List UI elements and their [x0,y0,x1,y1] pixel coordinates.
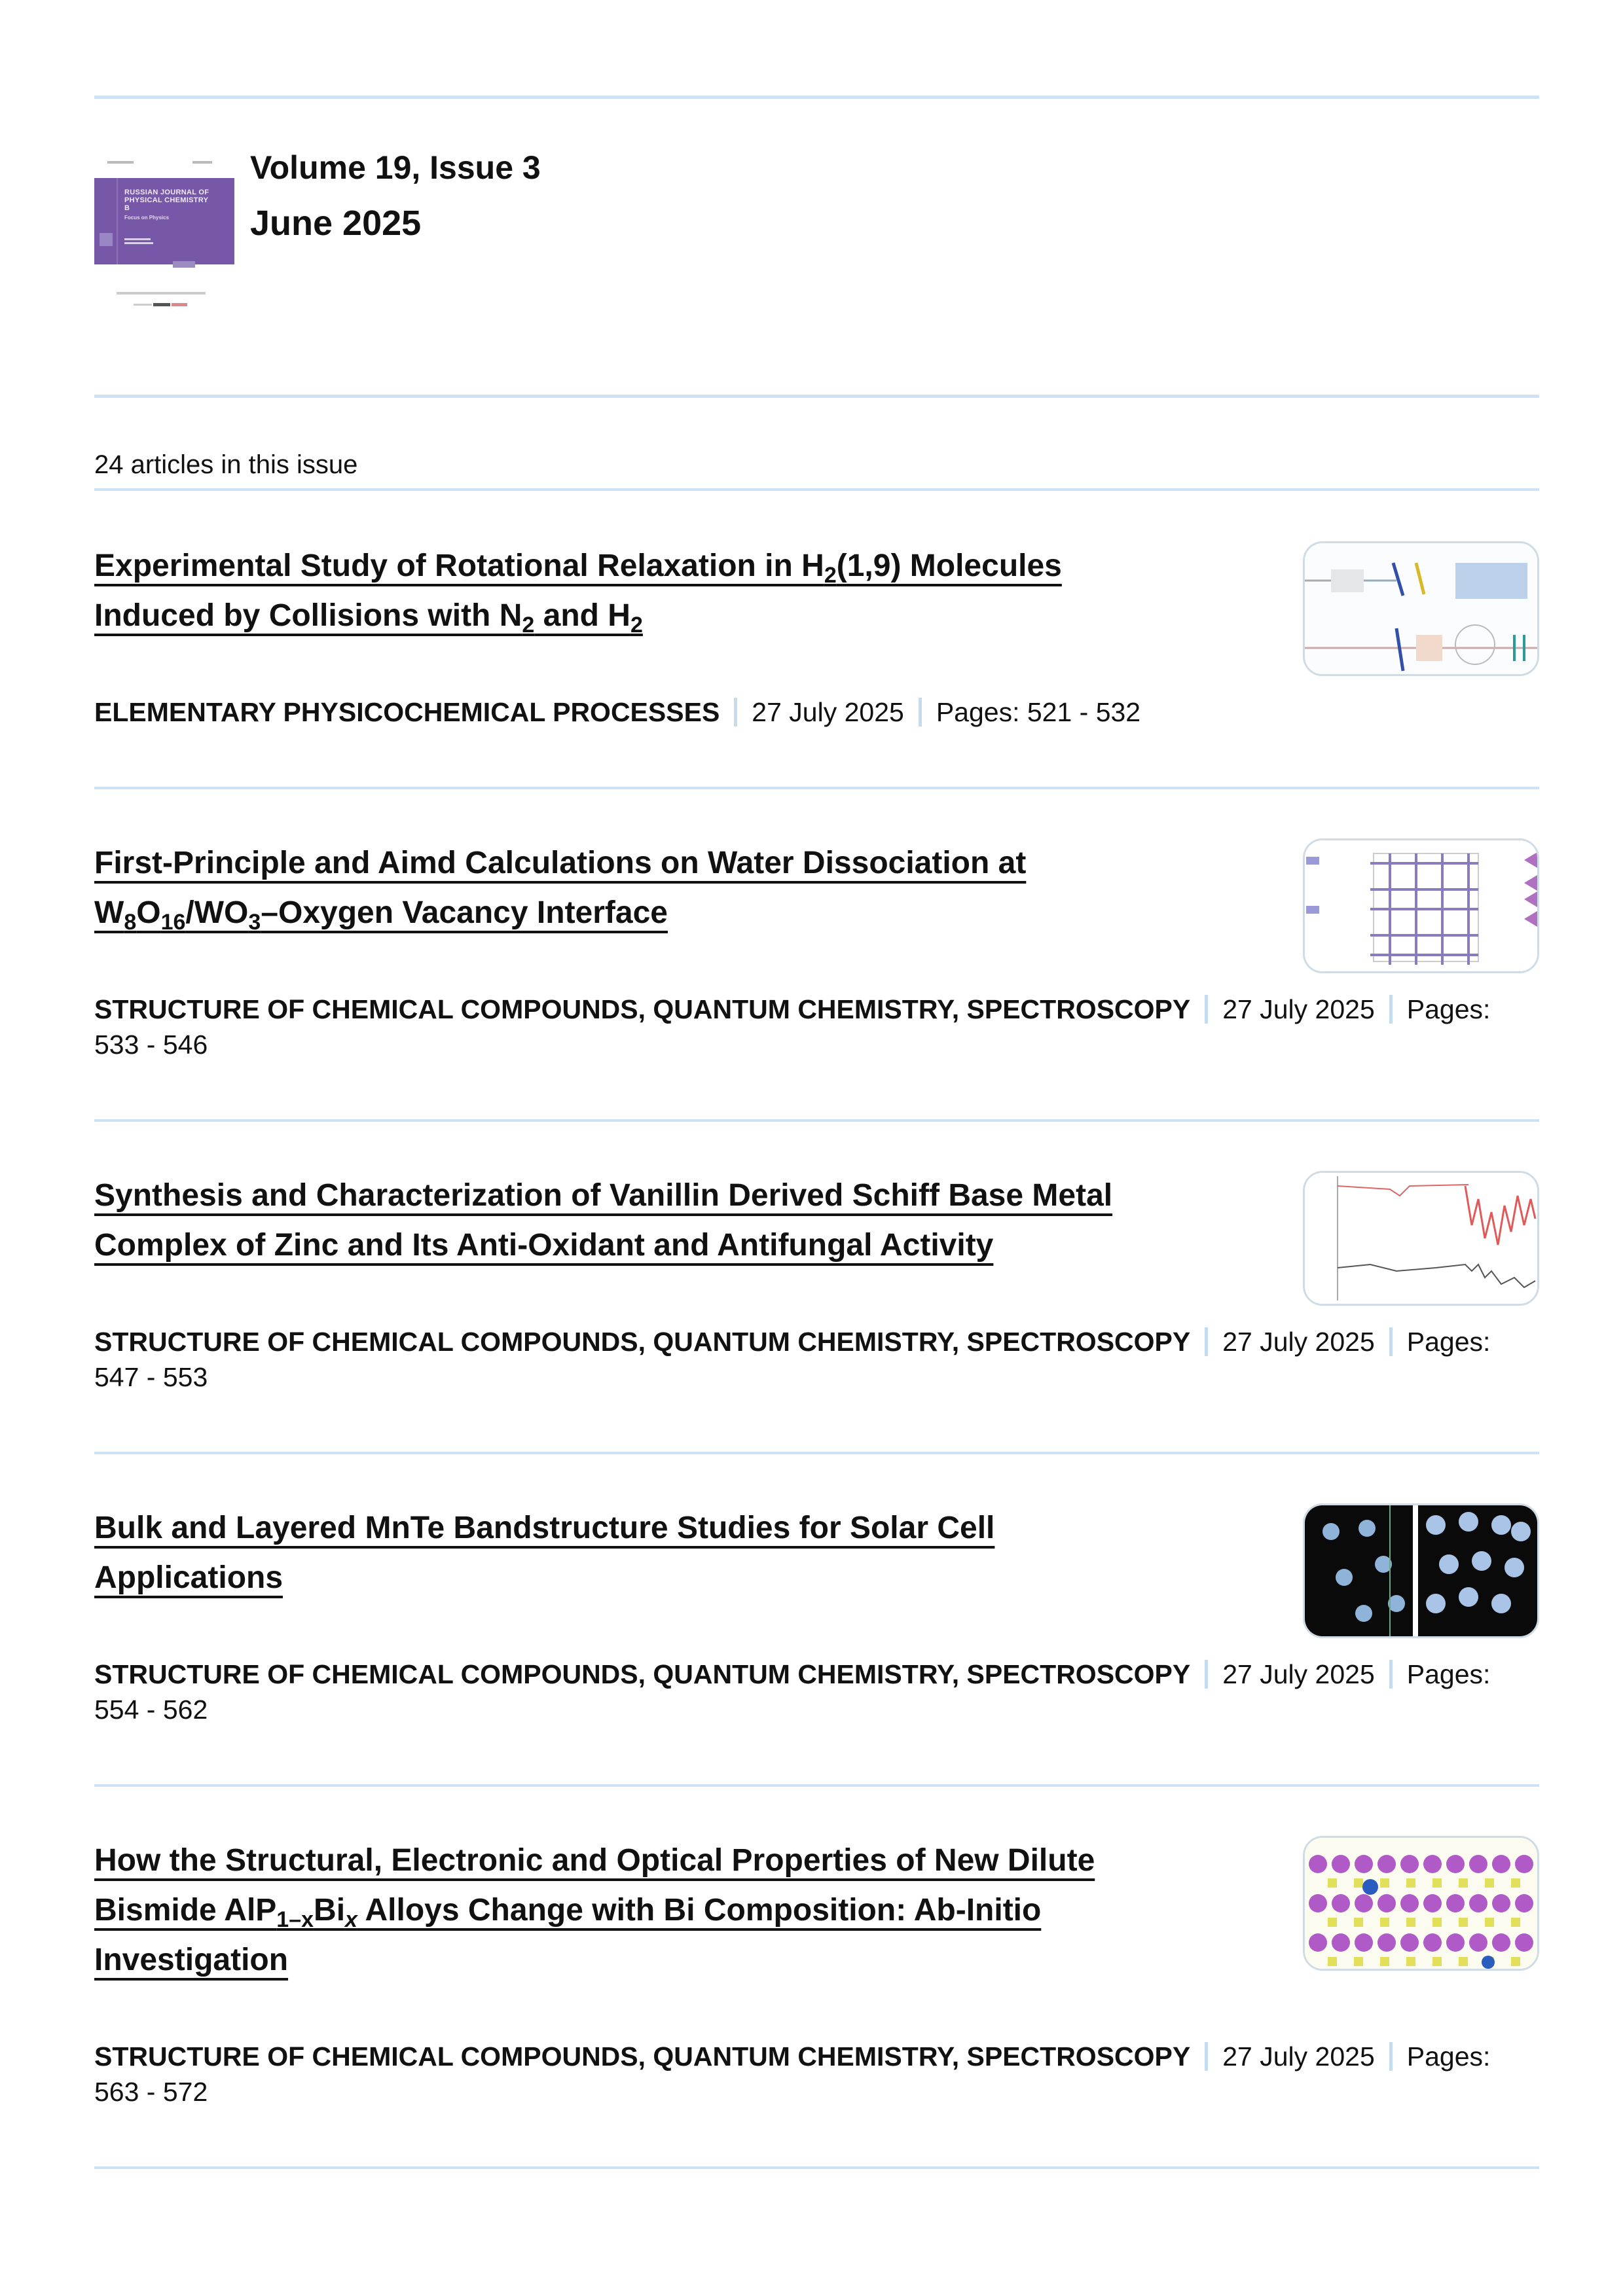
meta-separator [1389,2042,1393,2071]
article-meta [94,2039,1539,2109]
title-subscript: 2 [522,613,535,637]
top-divider [94,96,1539,99]
article-item [94,492,1539,789]
article-meta [94,992,1539,1062]
meta-separator [1205,1327,1208,1356]
title-text: Synthesis and Characterization of Vanillin Derived Schiff Base Metal Complex of Zinc and Its Anti-Oxidant and Antifungal Activity [94,1178,1113,1263]
title-subscript: 3 [248,910,261,935]
alloy-lattice-thumbnail[interactable] [1303,1836,1539,1971]
optical-setup-diagram-thumbnail[interactable] [1303,541,1539,676]
title-subscript: 8 [124,910,137,935]
article-title [94,838,1181,938]
article-title-link[interactable] [94,548,1062,637]
article-section: STRUCTURE OF CHEMICAL COMPOUNDS, QUANTUM CHEMISTRY, SPECTROSCOPY [94,1327,1191,1357]
article-date: 27 July 2025 [752,697,904,727]
meta-separator [1389,1660,1393,1689]
issue-date: June 2025 [250,204,422,243]
title-text: O [136,895,161,930]
title-text: Bi [314,1893,346,1928]
article-meta [94,1657,1539,1727]
article-date: 27 July 2025 [1222,994,1375,1024]
list-divider [94,488,1539,491]
article-date: 27 July 2025 [1222,1659,1375,1689]
article-date: 27 July 2025 [1222,1327,1375,1357]
header-divider [94,395,1539,398]
title-text: Alloys Change with Bi Composition: Ab-Initio Investigation [94,1893,1042,1977]
article-title-link[interactable] [94,1511,994,1595]
article-title [94,1503,1181,1603]
article-title [94,1171,1181,1270]
article-date: 27 July 2025 [1222,2041,1375,2072]
meta-separator [1389,995,1393,1024]
article-pages: Pages: 563 - 572 [94,2041,1491,2107]
meta-separator [1205,995,1208,1024]
article-pages: Pages: 521 - 532 [936,697,1141,727]
article-section: STRUCTURE OF CHEMICAL COMPOUNDS, QUANTUM CHEMISTRY, SPECTROSCOPY [94,994,1191,1024]
article-item [94,1454,1539,1787]
crystal-structure-dark-thumbnail[interactable] [1303,1503,1539,1638]
article-count: 24 articles in this issue [94,450,358,479]
title-text: Experimental Study of Rotational Relaxation in H [94,548,824,583]
article-pages: Pages: 547 - 553 [94,1327,1491,1392]
title-text: How the Structural, Electronic and Optical Properties of New Dilute Bismide AlP [94,1843,1095,1928]
meta-separator [919,698,922,726]
title-subscript: 1–x [276,1907,314,1932]
meta-separator [734,698,737,726]
article-pages: Pages: 533 - 546 [94,994,1491,1060]
article-pages: Pages: 554 - 562 [94,1659,1491,1725]
title-text: /WO [185,895,249,930]
article-title [94,541,1181,641]
cover-subtitle: Focus on Physics [124,215,170,221]
title-subscript: 2 [630,613,643,637]
meta-separator [1205,1660,1208,1689]
article-list [94,492,1539,2169]
article-meta [94,694,1539,730]
meta-separator [1205,2042,1208,2071]
title-subscript: x [345,1907,357,1932]
issue-volume: Volume 19, Issue 3 [250,149,541,186]
title-text: –Oxygen Vacancy Interface [261,895,668,930]
meta-separator [1389,1327,1393,1356]
article-section: STRUCTURE OF CHEMICAL COMPOUNDS, QUANTUM CHEMISTRY, SPECTROSCOPY [94,1659,1191,1689]
title-text: (1,9) Molecules Induced by Collisions with N [94,548,1062,633]
title-text: First-Principle and Aimd Calculations on Water Dissociation at W [94,846,1027,930]
title-text: Bulk and Layered MnTe Bandstructure Studies for Solar Cell Applications [94,1511,995,1595]
title-subscript: 2 [824,563,837,588]
article-section: ELEMENTARY PHYSICOCHEMICAL PROCESSES [94,697,720,727]
article-meta [94,1324,1539,1395]
article-section: STRUCTURE OF CHEMICAL COMPOUNDS, QUANTUM CHEMISTRY, SPECTROSCOPY [94,2041,1191,2072]
spectrum-plot-thumbnail[interactable] [1303,1171,1539,1306]
article-item [94,1122,1539,1454]
cover-journal-title: RUSSIAN JOURNAL OF PHYSICAL CHEMISTRY B [124,188,210,212]
title-subscript: 16 [160,910,186,935]
journal-cover-image[interactable] [94,154,234,325]
article-title [94,1836,1181,1985]
article-item [94,789,1539,1122]
lattice-grid-thumbnail[interactable] [1303,838,1539,973]
article-title-link[interactable] [94,1178,1112,1263]
title-text: and H [534,598,630,633]
article-title-link[interactable] [94,1843,1095,1977]
article-item [94,1787,1539,2169]
article-title-link[interactable] [94,846,1027,935]
